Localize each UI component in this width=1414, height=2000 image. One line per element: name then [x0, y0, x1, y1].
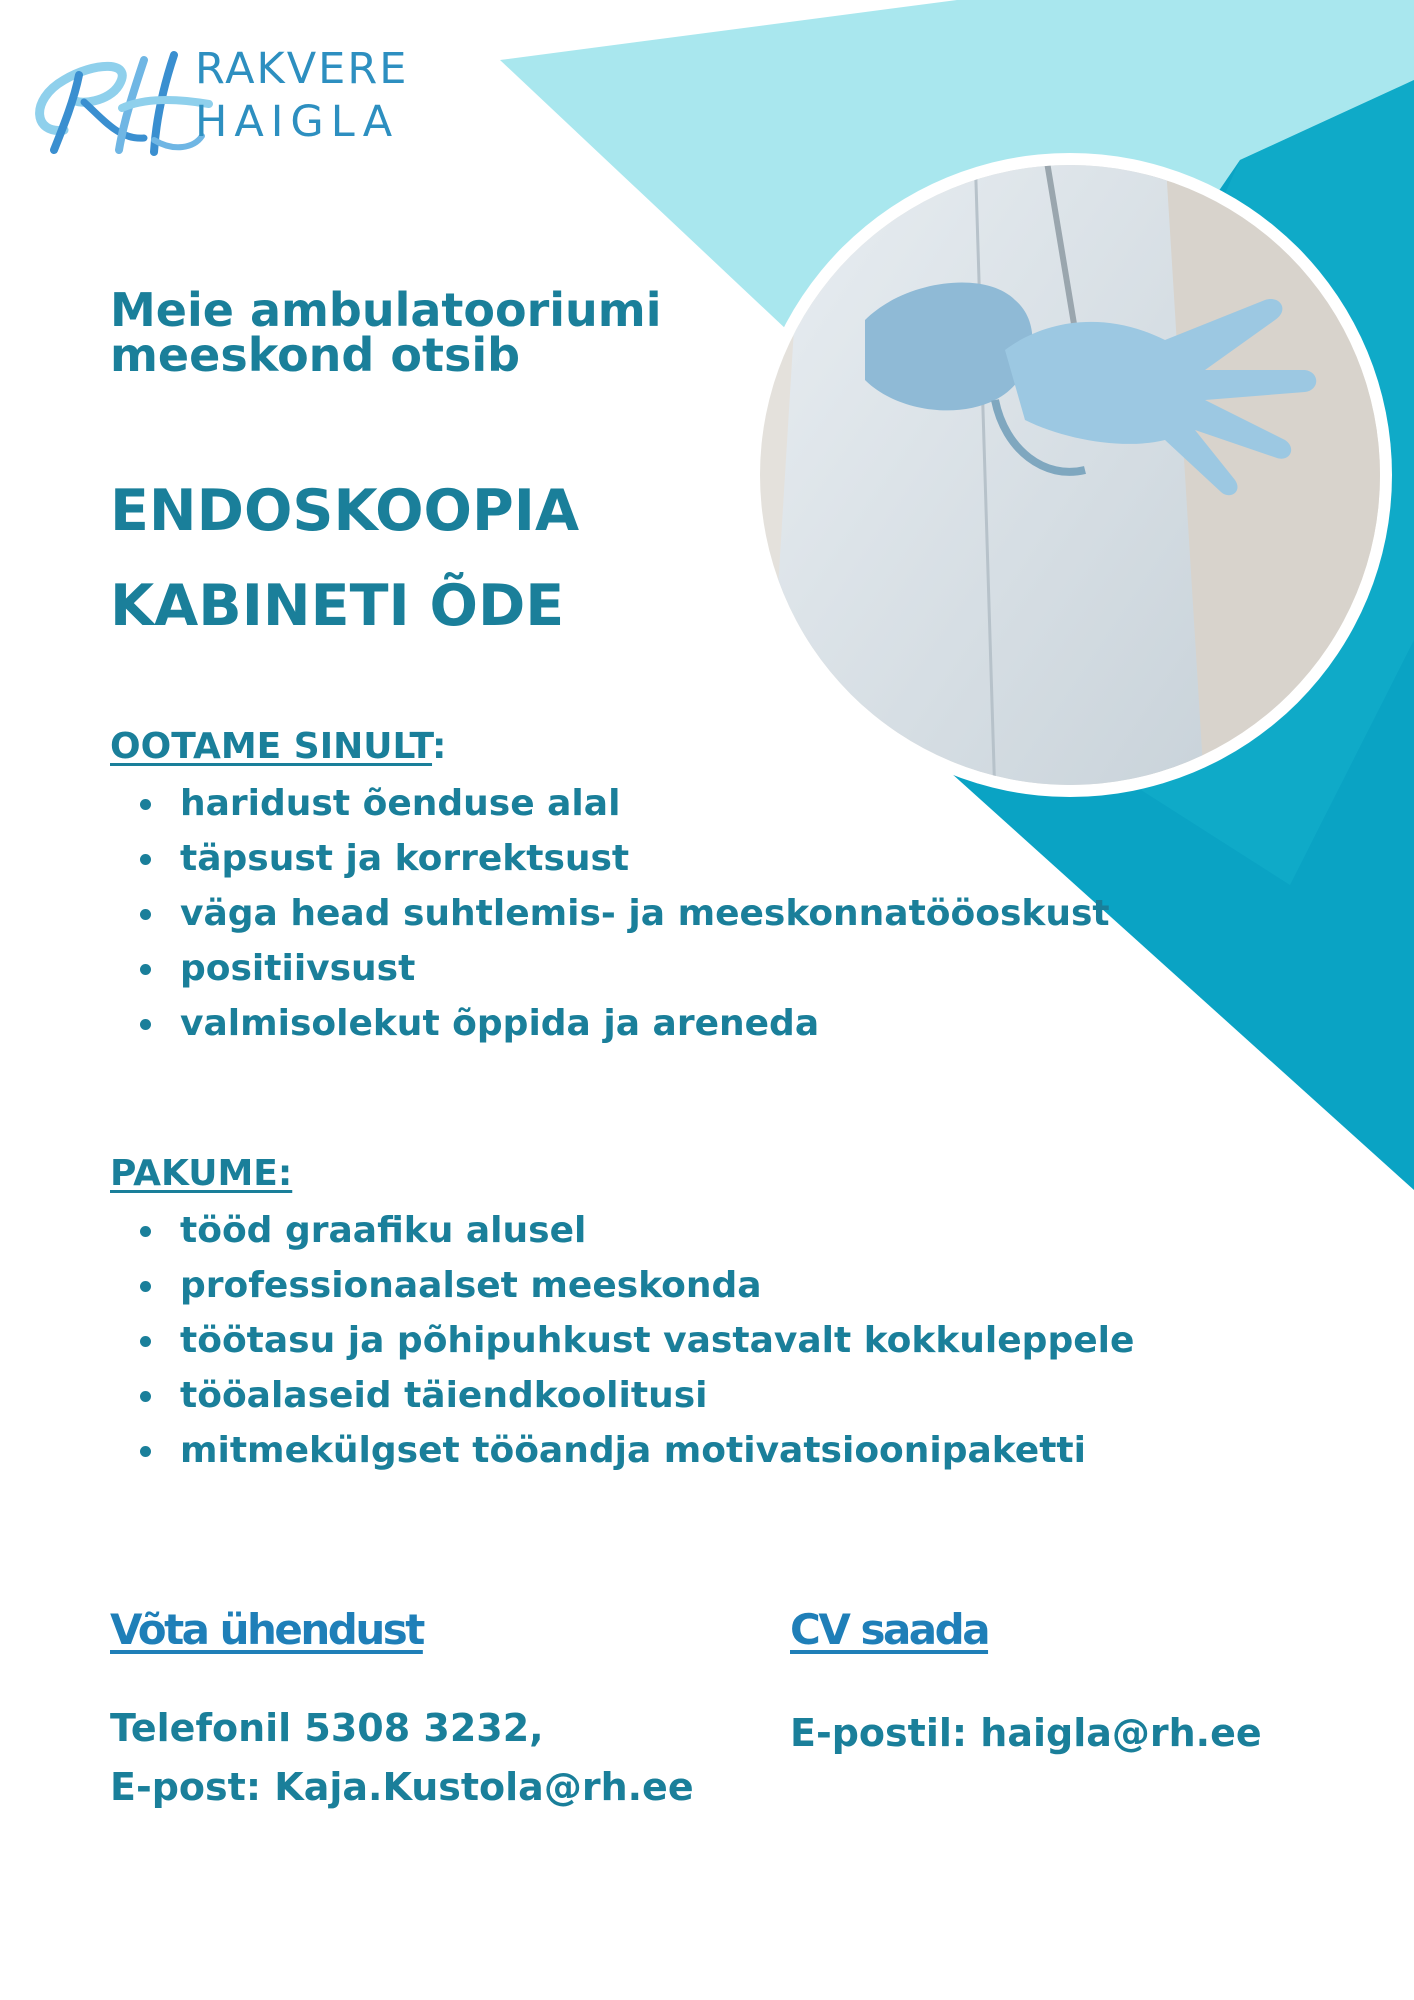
offer-heading [110, 1153, 292, 1194]
rh-monogram-icon [40, 55, 209, 152]
list-item: tööd graafiku alusel [130, 1203, 1134, 1258]
cv-email[interactable]: E-postil: haigla@rh.ee [790, 1711, 1262, 1755]
bullet-icon [140, 1226, 151, 1237]
requirements-list [130, 776, 1110, 1051]
requirements-colon: : [432, 726, 447, 767]
bullet-icon [140, 799, 151, 810]
logo-line-1: RAKVERE [195, 44, 409, 94]
list-item: professionaalset meeskonda [130, 1258, 1134, 1313]
bullet-icon [140, 1336, 151, 1347]
list-item: valmisolekut õppida ja areneda [130, 996, 1110, 1051]
contact-email[interactable]: E-post: Kaja.Kustola@rh.ee [110, 1765, 694, 1809]
list-item: haridust õenduse alal [130, 776, 1110, 831]
job-title-line-2: KABINETI ÕDE [110, 573, 565, 639]
list-item: töötasu ja põhipuhkust vastavalt kokkuleppele [130, 1313, 1134, 1368]
cv-heading: CV saada [790, 1605, 989, 1654]
list-item: positiivsust [130, 941, 1110, 996]
heading-line-2: meeskond otsib [110, 328, 521, 383]
job-title-line-1: ENDOSKOOPIA [110, 478, 580, 544]
list-item: tööalaseid täiendkoolitusi [130, 1368, 1134, 1423]
bullet-icon [140, 1391, 151, 1402]
logo-line-2: HAIGLA [195, 97, 400, 147]
heading-line-1: Meie ambulatooriumi [110, 283, 662, 337]
bullet-icon [140, 964, 151, 975]
list-item: mitmekülgset tööandja motivatsioonipaketti [130, 1423, 1134, 1478]
contact-phone[interactable]: Telefonil 5308 3232, [110, 1706, 544, 1750]
bullet-icon [140, 1446, 151, 1457]
ad-heading [110, 283, 662, 383]
offer-title: PAKUME: [110, 1153, 293, 1194]
contact-heading: Võta ühendust [110, 1605, 423, 1654]
bullet-icon [140, 1281, 151, 1292]
bullet-icon [140, 1019, 151, 1030]
list-item: väga head suhtlemis- ja meeskonnatööoskust [130, 886, 1110, 941]
requirements-heading [110, 726, 446, 767]
gloved-hands-photo [745, 150, 1395, 800]
offer-list [130, 1203, 1134, 1478]
bullet-icon [140, 909, 151, 920]
list-item: täpsust ja korrektsust [130, 831, 1110, 886]
requirements-title: OOTAME SINULT [110, 726, 433, 767]
bullet-icon [140, 854, 151, 865]
logo-wordmark [195, 44, 409, 147]
